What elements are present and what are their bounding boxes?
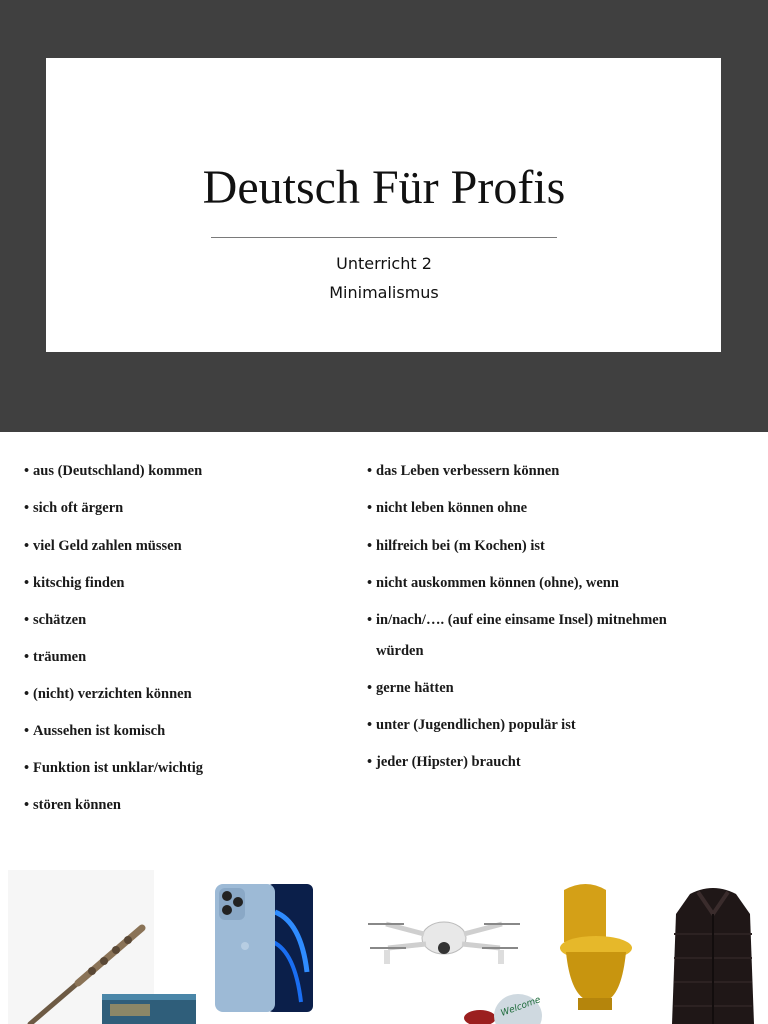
list-item: • Aussehen ist komisch bbox=[24, 723, 166, 739]
bullet-icon: • bbox=[367, 463, 373, 479]
bullet-icon: • bbox=[24, 723, 30, 739]
bullet-icon: • bbox=[367, 612, 373, 628]
fur-coat-photo bbox=[670, 884, 756, 1024]
list-item: • Funktion ist unklar/wichtig bbox=[24, 760, 204, 776]
product-photo-strip bbox=[0, 860, 768, 1024]
smartphone-photo bbox=[213, 882, 315, 1014]
bullet-icon: • bbox=[367, 680, 373, 696]
bullet-icon: • bbox=[24, 575, 30, 591]
list-item-continuation: würden bbox=[376, 643, 424, 659]
bullet-icon: • bbox=[24, 797, 30, 813]
list-item: • aus (Deutschland) kommen bbox=[24, 463, 203, 479]
page-title: Deutsch Für Profis bbox=[202, 161, 566, 214]
list-item: • träumen bbox=[24, 649, 87, 665]
mug-photo bbox=[462, 992, 544, 1024]
list-item: • das Leben verbessern können bbox=[367, 463, 560, 479]
list-item: • schätzen bbox=[24, 612, 87, 628]
list-item: • unter (Jugendlichen) populär ist bbox=[367, 717, 576, 733]
list-item: • gerne hätten bbox=[367, 680, 454, 696]
bullet-icon: • bbox=[367, 538, 373, 554]
bullet-icon: • bbox=[24, 760, 30, 776]
lesson-number: Unterricht 2 bbox=[336, 254, 432, 273]
bullet-icon: • bbox=[367, 500, 373, 516]
bullet-icon: • bbox=[367, 575, 373, 591]
header-band bbox=[0, 0, 768, 432]
bullet-icon: • bbox=[367, 754, 373, 770]
bullet-icon: • bbox=[24, 500, 30, 516]
mug-text: Welcome bbox=[499, 995, 543, 1019]
list-item: • nicht auskommen können (ohne), wenn bbox=[367, 575, 619, 591]
list-item: • viel Geld zahlen müssen bbox=[24, 538, 182, 554]
bullet-icon: • bbox=[367, 717, 373, 733]
bullet-icon: • bbox=[24, 538, 30, 554]
list-item: • in/nach/…. (auf eine einsame Insel) mitnehmen bbox=[367, 612, 667, 628]
bullet-icon: • bbox=[24, 612, 30, 628]
golden-toilet-photo bbox=[556, 882, 636, 1012]
bullet-icon: • bbox=[24, 463, 30, 479]
list-item: • hilfreich bei (m Kochen) ist bbox=[367, 538, 545, 554]
bullet-icon: • bbox=[24, 686, 30, 702]
list-item: • kitschig finden bbox=[24, 575, 125, 591]
list-item: • nicht leben können ohne bbox=[367, 500, 528, 516]
lesson-topic: Minimalismus bbox=[329, 283, 439, 302]
list-item: • sich oft ärgern bbox=[24, 500, 124, 516]
title-divider bbox=[211, 237, 557, 238]
list-item: • stören können bbox=[24, 797, 121, 813]
list-item: • jeder (Hipster) braucht bbox=[367, 754, 521, 770]
list-item: • (nicht) verzichten können bbox=[24, 686, 192, 702]
drone-photo bbox=[366, 908, 522, 972]
book-photo bbox=[100, 990, 198, 1024]
bullet-icon: • bbox=[24, 649, 30, 665]
